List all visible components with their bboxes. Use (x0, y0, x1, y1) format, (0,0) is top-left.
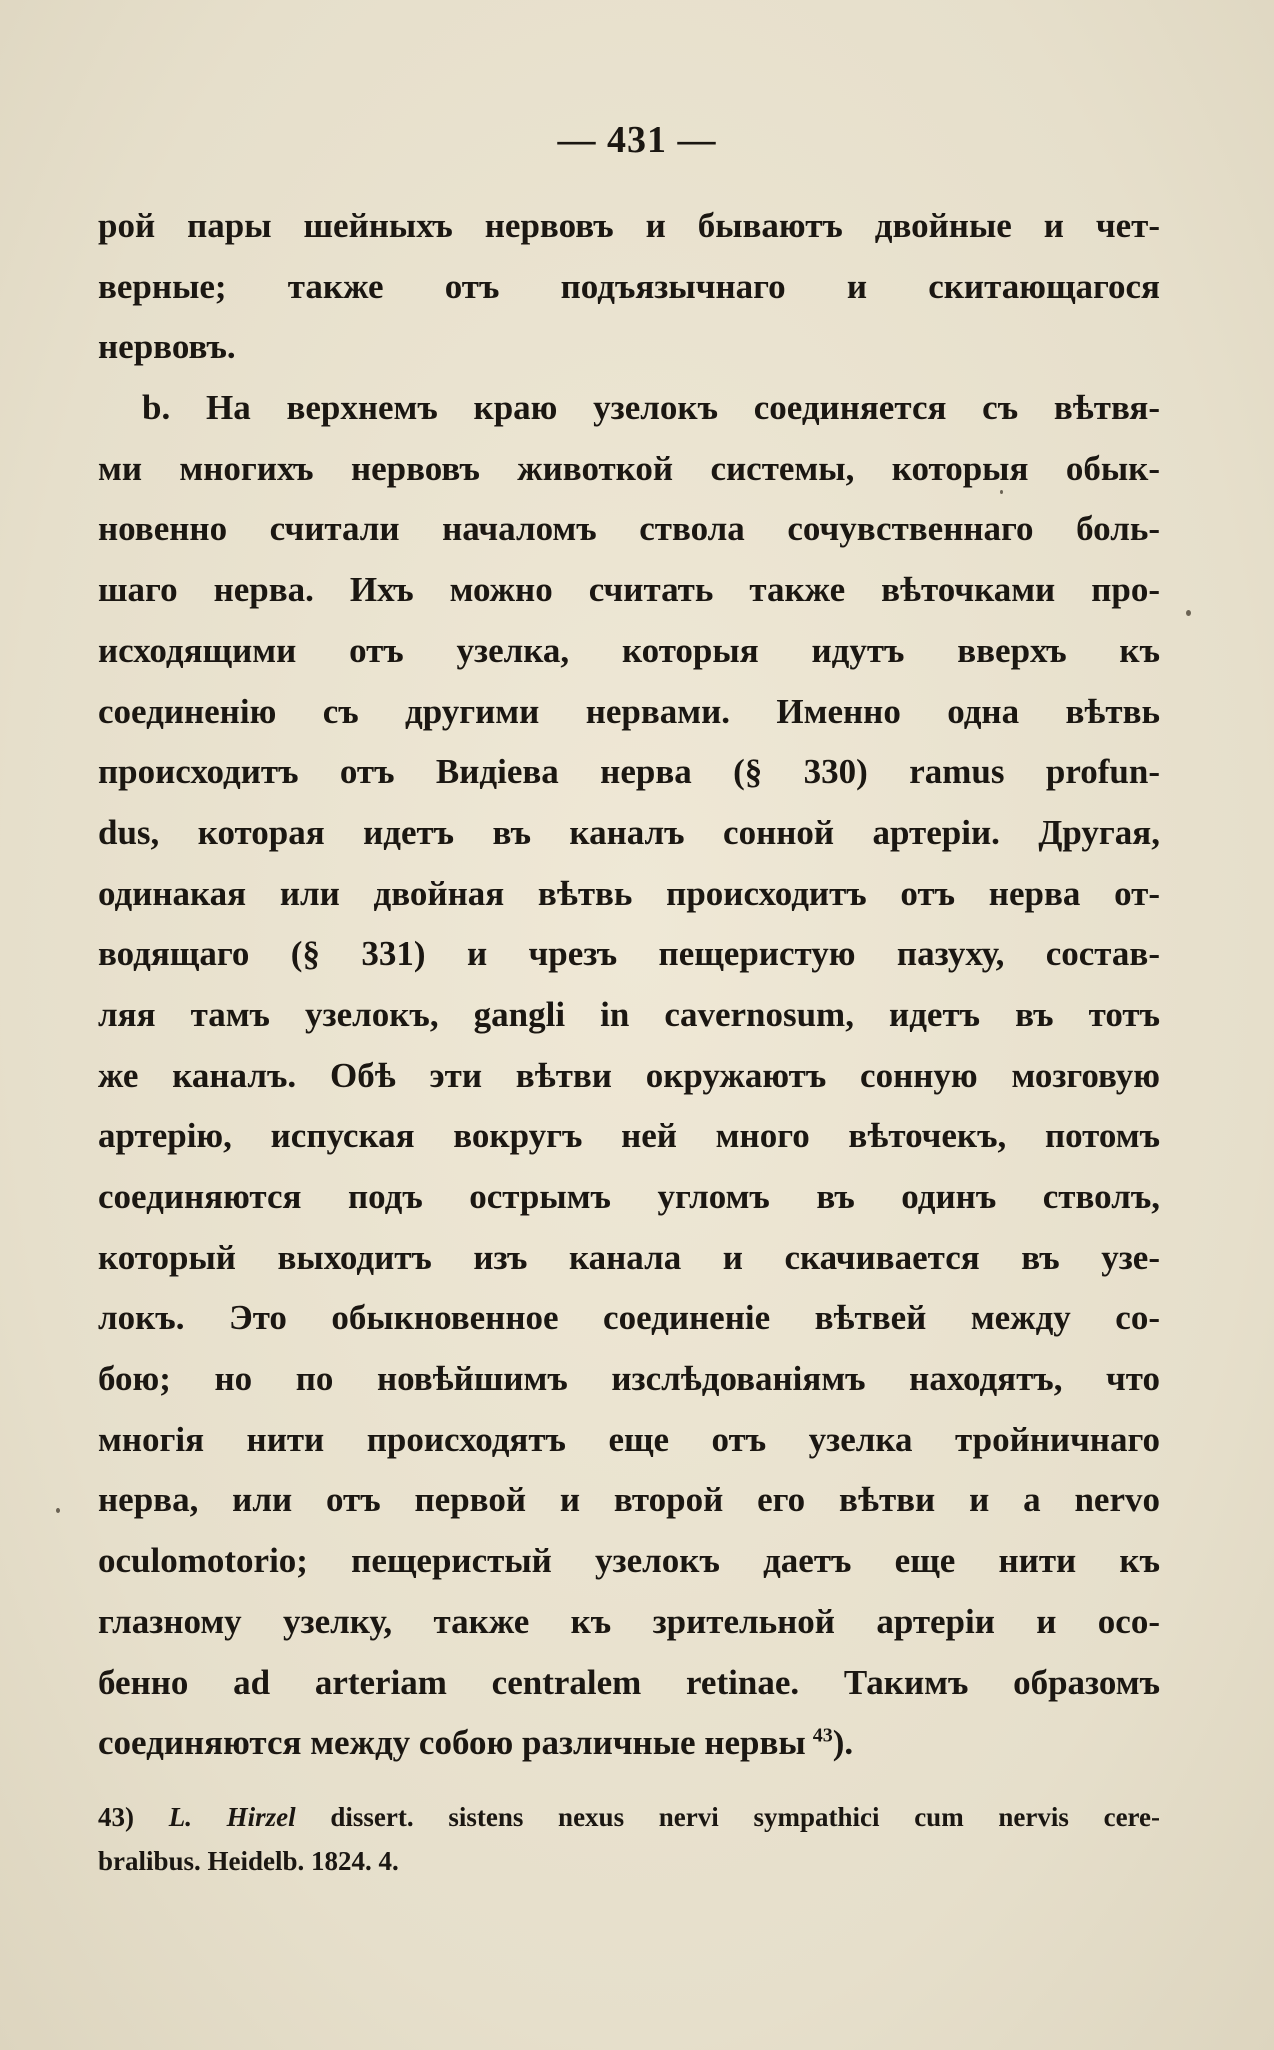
text-line: ми многихъ нервовъ животкой системы, которыя обык- (98, 448, 1160, 488)
text-line: oculomotorio; пещеристый узелокъ даетъ еще нити къ (98, 1541, 1160, 1581)
body-text (98, 196, 1160, 1774)
text-line: верные; также отъ подъязычнаго и скитающагося (98, 266, 1160, 306)
text-line: многія нити происходятъ еще отъ узелка тройничнаго (98, 1419, 1160, 1459)
text-line: нервовъ. (98, 327, 236, 367)
text-line: водящаго (§ 331) и чрезъ пещеристую пазуху, состав- (98, 934, 1160, 974)
text-line: нерва, или отъ первой и второй его вѣтви и a nervo (98, 1480, 1160, 1520)
text-line: шаго нерва. Ихъ можно считать также вѣточками про- (98, 570, 1160, 610)
footnote-text: dissert. sistens nexus nervi sympathici cum nervis cere- (330, 1802, 1161, 1832)
text-line: ляя тамъ узелокъ, gangli in cavernosum, идетъ въ тотъ (98, 994, 1160, 1034)
paper-speck (1186, 610, 1191, 616)
text-line: соединяются подъ острымъ угломъ въ одинъ стволъ, (98, 1177, 1160, 1216)
footnote-line (98, 1795, 1160, 1839)
footnotes (98, 1795, 1160, 1883)
text-line: соединенію съ другими нервами. Именно одна вѣтвь (98, 691, 1160, 731)
text-line: новенно считали началомъ ствола сочувственнаго боль- (98, 509, 1160, 549)
paper-speck (56, 1508, 60, 1513)
text-line: одинакая или двойная вѣтвь происходитъ отъ нерва от- (98, 873, 1160, 913)
final-line-text: соединяются между собою различные нервы (98, 1723, 806, 1763)
text-line: исходящими отъ узелка, которыя идутъ вверхъ къ (98, 630, 1160, 670)
footnote-reference: 43 (812, 1724, 833, 1747)
text-line: глазному узелку, также къ зрительной артеріи и осо- (98, 1601, 1160, 1641)
footnote-author: L. Hirzel (168, 1802, 296, 1832)
text-line: который выходитъ изъ канала и скачивается въ узе- (98, 1237, 1160, 1277)
footnote-number: 43) (98, 1802, 134, 1832)
text-line-final (98, 1713, 1160, 1774)
text-line: происходитъ отъ Видіева нерва (§ 330) ramus profun- (98, 752, 1160, 792)
text-line: b. На верхнемъ краю узелокъ соединяется съ вѣтвя- (142, 388, 1160, 428)
text-line: же каналъ. Обѣ эти вѣтви окружаютъ сонную мозговую (98, 1055, 1160, 1095)
text-line: dus, которая идетъ въ каналъ сонной артеріи. Другая, (98, 812, 1160, 852)
text-line: артерію, испуская вокругъ ней много вѣточекъ, потомъ (98, 1116, 1160, 1156)
page-number: — 431 — (557, 119, 717, 161)
text-line: бою; но по новѣйшимъ изслѣдованіямъ находятъ, что (98, 1359, 1160, 1399)
text-line: бенно ad arteriam centralem retinae. Такимъ образомъ (98, 1662, 1160, 1702)
final-line-tail: ). (832, 1723, 854, 1763)
text-line: локъ. Это обыкновенное соединеніе вѣтвей между со- (98, 1298, 1160, 1338)
footnote-line: bralibus. Heidelb. 1824. 4. (98, 1846, 399, 1876)
text-line: рой пары шейныхъ нервовъ и бываютъ двойные и чет- (98, 206, 1160, 245)
paper-speck (1000, 490, 1003, 494)
